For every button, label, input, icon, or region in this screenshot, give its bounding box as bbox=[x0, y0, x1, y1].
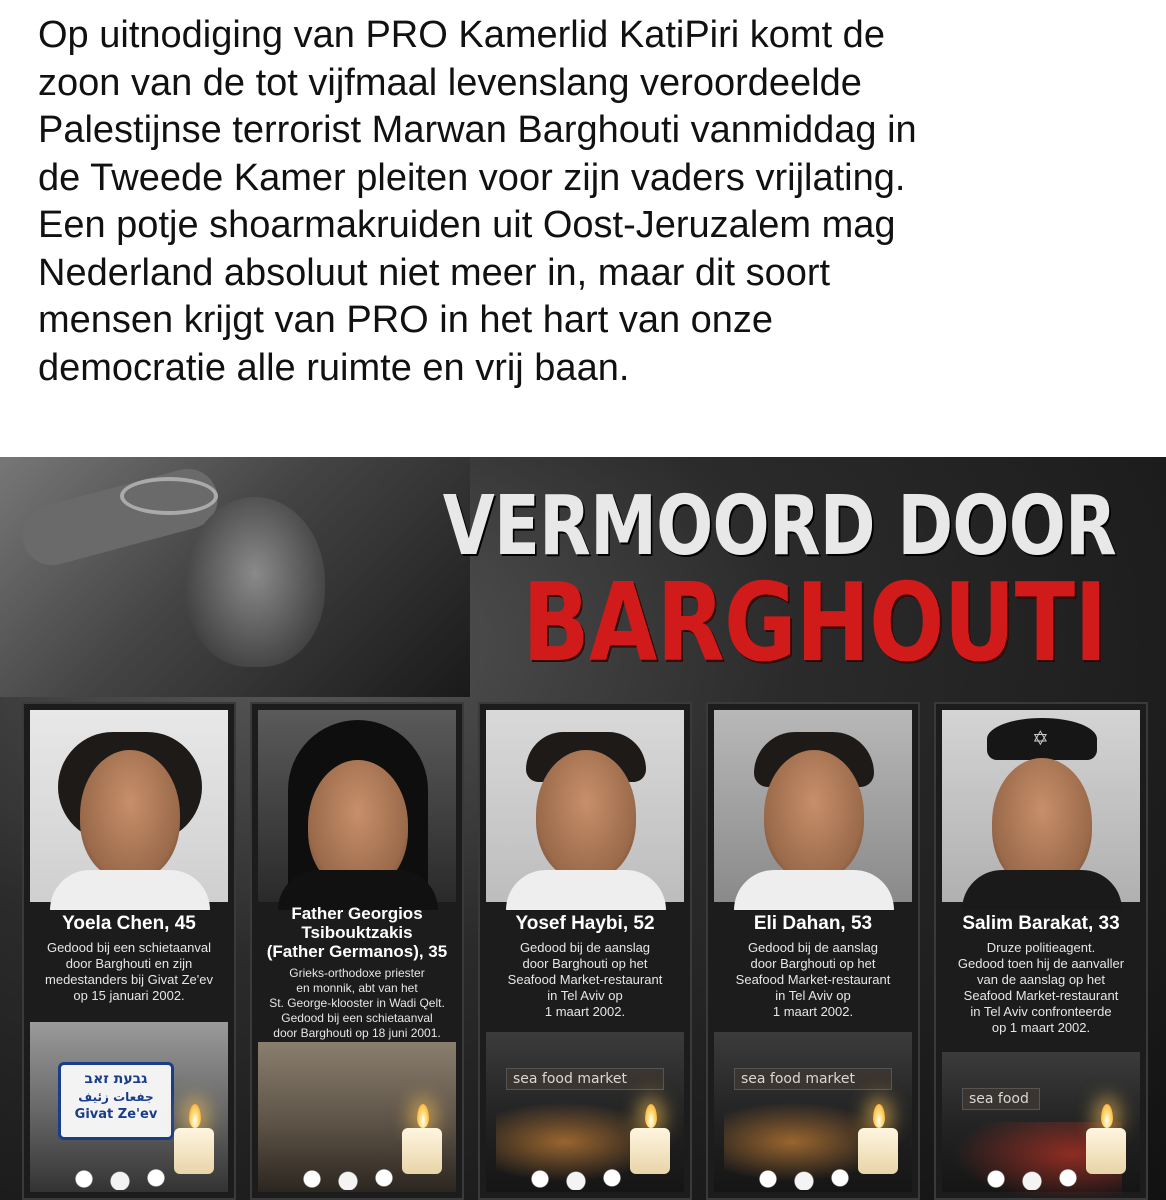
victim-photo bbox=[30, 710, 228, 902]
victim-scene bbox=[942, 1052, 1140, 1192]
road-sign-arabic: ﺟﻔﻌﺎﺕ ﺯﺋﻴﻒ bbox=[78, 1090, 154, 1104]
hero-portrait bbox=[185, 497, 325, 667]
victim-card-father-germanos bbox=[250, 702, 464, 1200]
victim-face bbox=[536, 750, 636, 880]
victim-cards bbox=[22, 702, 1148, 1200]
road-sign-english: Givat Ze'ev bbox=[74, 1107, 158, 1122]
candle-flame-icon bbox=[645, 1104, 657, 1128]
police-badge-icon: ✡ bbox=[1032, 728, 1049, 750]
flowers-icon bbox=[516, 1168, 636, 1190]
victim-name: Father Georgios Tsibouktzakis (Father Germanos), 35 bbox=[266, 904, 448, 961]
flowers-icon bbox=[60, 1168, 180, 1190]
victim-body bbox=[50, 870, 210, 910]
candle-icon bbox=[858, 1128, 898, 1174]
candle-icon bbox=[174, 1128, 214, 1174]
flowers-icon bbox=[972, 1168, 1092, 1190]
police-cap bbox=[987, 718, 1097, 760]
road-sign-hebrew: גבעת זאב bbox=[84, 1071, 148, 1087]
victim-description: Grieks-orthodoxe priester en monnik, abt van het St. George-klooster in Wadi Qelt. Gedood bij een schietaanval door Barghouti op 18 juni 2001. bbox=[269, 966, 445, 1040]
victim-scene bbox=[714, 1032, 912, 1192]
victim-card-yoela-chen bbox=[22, 702, 236, 1200]
candle-flame-icon bbox=[873, 1104, 885, 1128]
post-text-line: de Tweede Kamer pleiten voor zijn vaders vrijlating. bbox=[38, 156, 906, 199]
victim-card-yosef-haybi bbox=[478, 702, 692, 1200]
poster-image[interactable] bbox=[0, 457, 1166, 1200]
candle-flame-icon bbox=[189, 1104, 201, 1128]
post-text-line: Palestijnse terrorist Marwan Barghouti vanmiddag in bbox=[38, 109, 917, 151]
post-text-line: zoon van de tot vijfmaal levenslang veroordeelde bbox=[38, 61, 862, 104]
candle-icon bbox=[630, 1128, 670, 1174]
victim-name: Eli Dahan, 53 bbox=[753, 913, 873, 934]
victim-description: Gedood bij een schietaanval door Barghouti en zijn medestanders bij Givat Ze'ev op 15 januari 2002. bbox=[45, 940, 213, 1003]
road-sign bbox=[58, 1062, 174, 1140]
victim-body bbox=[734, 870, 894, 910]
poster-title-line-2: BARGHOUTI bbox=[521, 561, 1106, 686]
candle-flame-icon bbox=[1101, 1104, 1113, 1128]
post-text-line: Nederland absoluut niet meer in, maar dit soort bbox=[38, 251, 831, 294]
victim-description: Druze politieagent. Gedood toen hij de aanvaller van de aanslag op het Seafood Market-restaurant in Tel Aviv confronteerde op 1 maart 2002. bbox=[957, 940, 1125, 1035]
hero-photo bbox=[0, 457, 470, 697]
restaurant-sign: sea food market bbox=[506, 1068, 664, 1090]
victim-description: Gedood bij de aanslag door Barghouti op het Seafood Market-restaurant in Tel Aviv op 1 maart 2002. bbox=[735, 940, 891, 1019]
victim-scene bbox=[30, 1022, 228, 1192]
restaurant-sign: sea food bbox=[962, 1088, 1040, 1110]
victim-photo bbox=[942, 710, 1140, 902]
flowers-icon bbox=[744, 1168, 864, 1190]
victim-description: Gedood bij de aanslag door Barghouti op het Seafood Market-restaurant in Tel Aviv op 1 maart 2002. bbox=[507, 940, 663, 1019]
victim-body bbox=[506, 870, 666, 910]
victim-name: Salim Barakat, 33 bbox=[962, 913, 1120, 934]
handcuff-icon bbox=[120, 477, 218, 515]
victim-photo bbox=[486, 710, 684, 902]
post-text-line: democratie alle ruimte en vrij baan. bbox=[38, 346, 630, 389]
candle-icon bbox=[402, 1128, 442, 1174]
victim-card-salim-barakat bbox=[934, 702, 1148, 1200]
victim-scene bbox=[486, 1032, 684, 1192]
victim-uniform bbox=[962, 870, 1122, 910]
post-text bbox=[38, 12, 1138, 392]
post-text-line: Op uitnodiging van PRO Kamerlid KatiPiri komt de bbox=[38, 14, 885, 56]
victim-face bbox=[80, 750, 180, 880]
victim-name: Yoela Chen, 45 bbox=[62, 913, 196, 934]
post-text-line: mensen krijgt van PRO in het hart van onze bbox=[38, 299, 774, 341]
poster-title-line-1: VERMOORD DOOR bbox=[442, 479, 1116, 574]
victim-card-eli-dahan bbox=[706, 702, 920, 1200]
flowers-icon bbox=[288, 1168, 408, 1190]
victim-photo bbox=[714, 710, 912, 902]
candle-flame-icon bbox=[417, 1104, 429, 1128]
post-text-line: Een potje shoarmakruiden uit Oost-Jeruzalem mag bbox=[38, 204, 896, 246]
victim-face bbox=[992, 758, 1092, 888]
victim-photo bbox=[258, 710, 456, 902]
victim-scene bbox=[258, 1042, 456, 1192]
restaurant-sign: sea food market bbox=[734, 1068, 892, 1090]
candle-icon bbox=[1086, 1128, 1126, 1174]
victim-face bbox=[764, 750, 864, 880]
victim-name: Yosef Haybi, 52 bbox=[515, 913, 655, 934]
